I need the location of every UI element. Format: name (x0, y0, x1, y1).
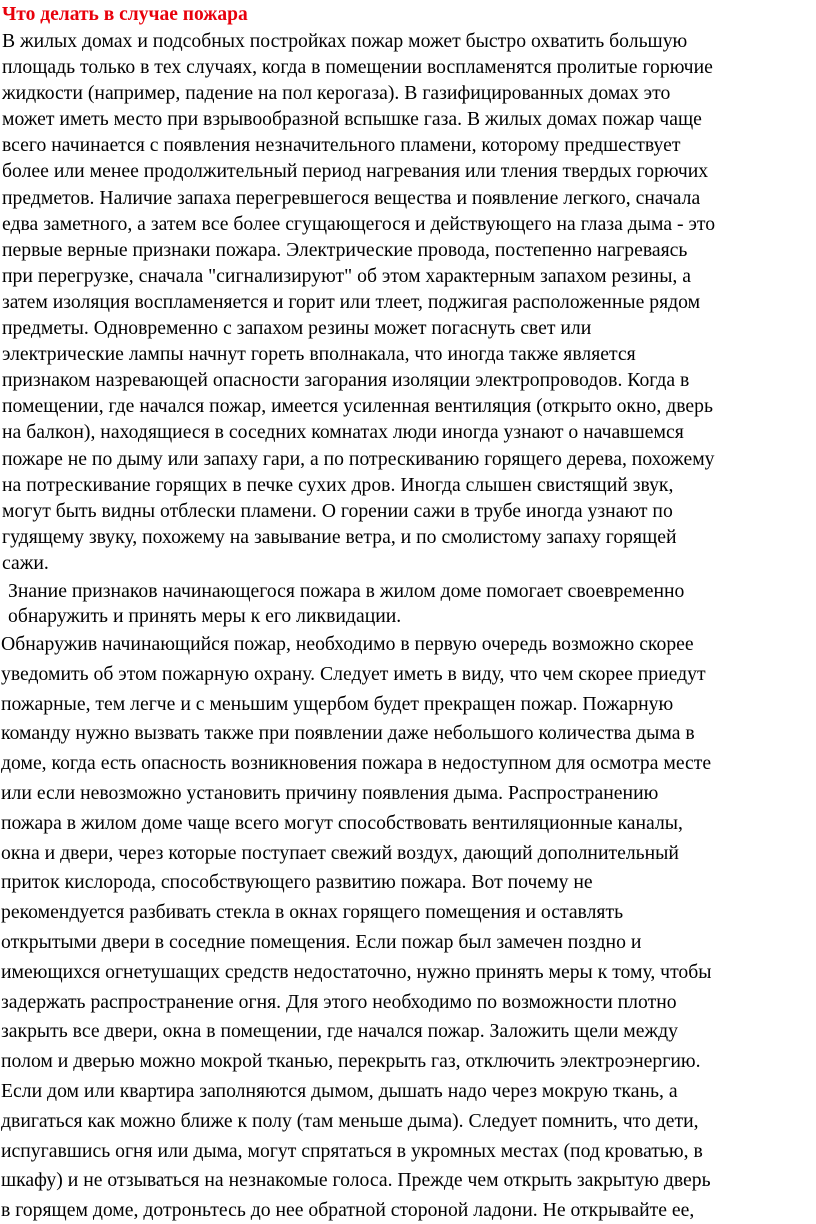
paragraph-fire-signs: В жилых домах и подсобных постройках пожар может быстро охватить большую площадь только в тех случаях, когда в помещении воспламенятся пролитые горючие жидкости (например, падение на пол керогаза). В газифицированных домах это может иметь место при взрывообразной вспышке газа. В жилых домах пожар чаще всего начинается с появления незначительного пламени, которому предшествует более или менее продолжительный период нагревания или тления твердых горючих предметов. Наличие запаха перегревшегося вещества и появление легкого, сначала едва заметного, а затем все более сгущающегося и действующего на глаза дыма - это первые верные признаки пожара. Электрические провода, постепенно нагреваясь при перегрузке, сначала "сигнализируют" об этом характерным запахом резины, а затем изоляция воспламеняется и горит или тлеет, поджигая расположенные рядом предметы. Одновременно с запахом резины может погаснуть свет или электрические лампы начнут гореть вполнакала, что иногда также является признаком назревающей опасности загорания изоляции электропроводов. Когда в помещении, где начался пожар, имеется усиленная вентиляция (открыто окно, дверь на балкон), находящиеся в соседних комнатах люди иногда узнают о начавшемся пожаре не по дыму или запаху гари, а по потрескиванию горящего дерева, похожему на потрескивание горящих в печке сухих дров. Иногда слышен свистящий звук, могут быть видны отблески пламени. О горении сажи в трубе иногда узнают по гудящему звуку, похожему на завывание ветра, и по смолистому запаху горящей сажи. (2, 30, 716, 574)
paragraph-actions: Обнаружив начинающийся пожар, необходимо в первую очередь возможно скорее уведомить об этом пожарную охрану. Следует иметь в виду, что чем скорее приедут пожарные, тем легче и с меньшим ущербом будет прекращен пожар. Пожарную команду нужно вызвать также при появлении даже небольшого количества дыма в доме, когда есть опасность возникновения пожара в недоступном для осмотра месте или если невозможно установить причину появления дыма. Распространению пожара в жилом доме чаще всего могут способствовать вентиляционные каналы, окна и двери, через которые поступает свежий воздух, дающий дополнительный приток кислорода, способствующего развитию пожара. Вот почему не рекомендуется разбивать стекла в окнах горящего помещения и оставлять открытыми двери в соседние помещения. Если пожар был замечен поздно и имеющихся огнетушащих средств недостаточно, нужно принять меры к тому, чтобы задержать распространение огня. Для этого необходимо по возможности плотно закрыть все двери, окна в помещении, где начался пожар. Заложить щели между полом и дверью можно мокрой тканью, перекрыть газ, отключить электроэнергию. Если дом или квартира заполняются дымом, дышать надо через мокрую ткань, а двигаться как можно ближе к полу (там меньше дыма). Следует помнить, что дети, испугавшись огня или дыма, могут спрятаться в укромных местах (под кроватью, в шкафу) и не отзываться на незнакомые голоса. Прежде чем открыть закрытую дверь в горящем доме, дотроньтесь до нее обратной стороной ладони. Не открывайте ее, (1, 633, 712, 1222)
paragraph-knowledge: Знание признаков начинающегося пожара в жилом доме помогает своевременно обнаружить и принять меры к его ликвидации. (8, 580, 685, 627)
document-title: Что делать в случае пожара (2, 4, 248, 25)
